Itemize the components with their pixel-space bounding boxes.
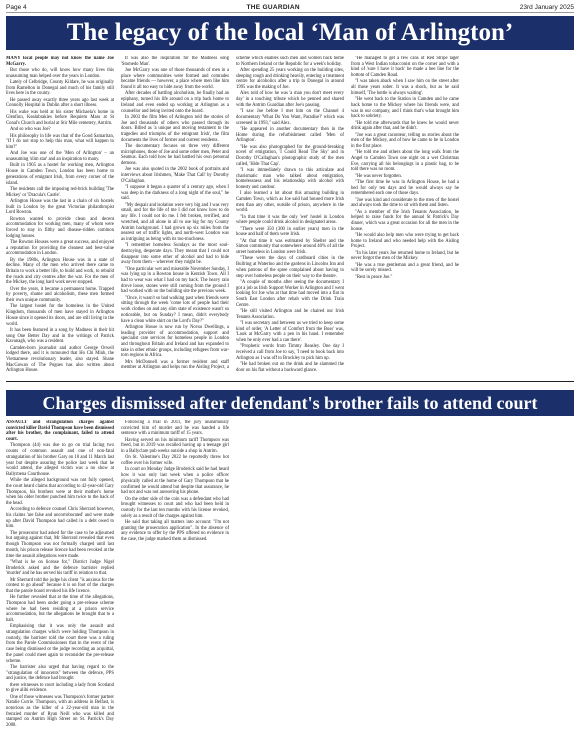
feature-article	[6, 56, 574, 381]
article-paragraph: Following a trial in 2011, the jury unanimously convicted him of murder and he was handed a life sentence with a minimum tariff of 15 years.	[121, 420, 229, 437]
article-paragraph: "He would also help men who were trying to get back home to Ireland and who needed help with the Aisling Project.	[351, 233, 459, 250]
article-paragraph: After spending 25 years working on the building sites, sleeping rough and drinking heavily, entering a treatment centre for alcoholics after a trip to Donegal in around 1995 was the making of Joe.	[236, 68, 344, 91]
article-paragraph: "I was immediately drawn to this articulate and charismatic man who talked about emigration, homelessness and his relationship with alcohol with honesty and candour.	[236, 167, 344, 191]
article-paragraph: "As a member of the Irish Tenants Association, he helped to raise funds for the annual St Patrick's Day dinner, which was a great occasion for all the men in the house.	[351, 209, 459, 232]
article-paragraph: His wake was held at his sister Michaela's home in Glenfinn, Kealubrakies before Requiem Mass at St Conal's Church and burial at Stir Mile cemetery, Antrim.	[6, 109, 114, 127]
article-paragraph: By the 1980s, Arlington House was in a state of decline. Many of the men who arrived there came to Britain to work a better life, to build and work, to rebuild the roads and city centres after the war. For the men of the Mickey, the long hard work never stopped.	[6, 257, 114, 286]
article-paragraph: It was also the inspiration for the Madness song 'Stomedo Man'.	[121, 56, 229, 67]
article-paragraph: "Prophetic words from Timmy Beasley. One day I received a call from Joe to say, 'I need to book back into Arlington as I was off to Brockley to pick him up.	[236, 344, 344, 361]
court-article	[6, 420, 574, 732]
article-paragraph: "I saw Joe before I met him on the Channel 4 documentary 'What Do You Want, Paradise?' which was screened in 1993," said Alex.	[236, 109, 344, 126]
article-paragraph: It has been featured in a song by Madness in their hit song One Better Day and in the writings of Patrick Kavanagh, who was a resident.	[6, 327, 114, 345]
article-paragraph: "In that time it was the only 'wet' hostel in London where people could drink alcohol in designated areas.	[236, 214, 344, 226]
article-paragraph: Joe McGarry was one of those thousands of men in a place where communities were formed and comrades became friends — however, a place where men like him found it all too easy to hide away from the world.	[121, 68, 229, 91]
article-paragraph: "He had broken out on the drink and he slammed the door on his flat without a backward glance.	[236, 362, 344, 373]
article-paragraph: Arlington House was the last in a chain of six hostels built in London by the great Victorian philanthropist Lord Rowton.	[6, 198, 114, 216]
article-paragraph: After decades of battling alcoholism, he finally had an epiphany, turned his life around on a trip back home to Ireland and even ended up working at Arlington as a counsellor and being invited onto the board.	[121, 91, 229, 114]
article-paragraph: And so who was Joe?	[10, 127, 51, 133]
article-paragraph: "He was never forgotten.	[355, 173, 402, 179]
article-paragraph: "In his later years Joe returned home to Ireland, but he never forgot the men of the Mickey.	[351, 250, 459, 262]
article-paragraph: "Rest in peace Joe."	[355, 274, 393, 280]
article-paragraph: "He still visited Arlington and he chaired our Irish Tenants Association.	[236, 308, 344, 320]
article-paragraph: "I was taken aback when I saw him on the street after all those years sober. It was a shock, but as he said himself, 'The bottle is always waiting'.	[351, 79, 459, 96]
article-paragraph: In 2003 the film Men of Arlington told the stories of Joe and thousands of others who passed through its doors. Billed as 'a unique and moving testament to the tragedies and triumphs of the emigrant Irish', the film documents the lives of former and current residents.	[121, 114, 229, 143]
article-paragraph: Arlington House is now run by Novus Dwellings, a leading provider of accommodation, support and specialist care services for homeless people in London and throughout Britain and Ireland and has expanded to take in other ethnic groups, including refugees from war-torn regions in Africa.	[121, 324, 229, 359]
article-paragraph: "One particular wet and miserable November Sunday, I was lying up in a Rowton house in Kentish Town. All I had to wear was what I had on my back. The heavy rain drove loose, stones were still coming from the ground I had worked with on the building site the previous week.	[121, 266, 229, 295]
feature-headline: The legacy of the local ‘Man of Arlington’	[6, 16, 574, 50]
article-paragraph: His philosophy in life was that of the Good Samaritan, "If I do not stop to help this man, what will happen to him?"	[6, 133, 114, 151]
article-paragraph: "At that time it was estimated by Shelter and the Simon community that somewhere around 40% of all the street homeless in London were Irish.	[236, 238, 344, 256]
article-paragraph: The residents call the imposing red-brick building 'The Mickey' or 'Dracula's Castle'.	[6, 186, 114, 198]
article-paragraph: Alex told of how he was 'a man you don't meet every day' in a touching tribute which he penned and shared with the Antrim Guardian after Joe's passing.	[236, 91, 344, 108]
article-paragraph: Mr Sherrard told the judge his client "is anxious for the contest to go ahead" because it is on foot of the charges that the parole board revoked his life licence.	[6, 577, 114, 594]
article-paragraph: But those who do, will know how many lives this unassuming man helped over the years in London.	[6, 68, 114, 79]
article-paragraph: He passed away exactly three years ago last week at Connolly Hospital in Dublin after a short illness.	[6, 97, 114, 109]
article-paragraph: "There were 350 (300 in earlier years) men in the house and half of them were Irish.	[236, 226, 344, 238]
issue-date: 23rd January 2025	[519, 3, 574, 11]
article-paragraph: He further revealed that at the time of the allegations, Thompson had been under going a pre-release scheme where he had been residing at a prison service accommodation, but the allegations he brought that to a halt.	[6, 595, 114, 624]
article-paragraph: there witnesses to court including a lady from Scotland to give alibi evidence.	[6, 682, 114, 694]
page-header	[6, 2, 574, 13]
article-paragraph: "My despair and isolation were very big and I was very small, and for the life of me I did not know how to do any life. I could not do me. I felt broken, terrified, and wretched, and all alone in all to use big for my County Antrim background. I had grown up six miles from the nearest set of traffic lights, and north-west London was as intriguing as being with its too-muchness.	[121, 202, 229, 242]
article-paragraph: I also learned a lot about this amazing building in Camden Town, which as Joe said had housed more Irish men than any other, outside of prison, anywhere in the world.	[236, 191, 344, 214]
article-paragraph: Rowton wanted to provide clean and decent accommodation for working men, many of whom were forced to stay in filthy and disease-ridden common lodging houses.	[6, 216, 114, 239]
article-paragraph: The prosecutor had asked for the case to be adjourned but arguing against that, Mr Sherrard revealed that even though Thompson was not formally charged until last month, his prison release licence had been revoked at the time the assault allegations were made.	[6, 530, 114, 559]
article-paragraph: The barrister also urged that having regard to the "strangulation of innocents" between the defence, PPS and justice, the defence had brought	[6, 664, 114, 682]
section-divider	[6, 381, 574, 382]
article-paragraph: He said that taking all matters into account: "I'm not granting the prosecution application". In the absence of any evidence to offer by the PPS offered no evidence in the case, the judge marked them as dismissed.	[121, 519, 229, 543]
article-paragraph: "He was a true gentleman and a great friend, and he will be sorely missed.	[351, 262, 459, 274]
article-paragraph: Over the years, it became a permanent home. Trapped by poverty, shame and alcoholism, these men formed their own unique community.	[6, 286, 114, 304]
article-paragraph: "I suppose it began a quarter of a century ago, when I was deep in the darkness of a long night of the soul," he said.	[121, 185, 229, 202]
article-paragraph: "He managed to get a few cans of Red Stripe lager from a West Indian tobacconist on the corner and with a kind of 'sure I have it back' he made a bee line for the bottom of Camden Road.	[351, 56, 459, 79]
article-paragraph: On the other side of the coin was a defendant who had brought witnesses to court and who had been held in custody for the last ten months with his license revoked, solely as a result of the charges against him.	[121, 496, 229, 519]
court-headline: Charges dismissed after defendant's brother fails to attend court	[6, 390, 574, 416]
article-paragraph: "He told me afterwards that he knew he would never drink again after that, and he didn't.	[351, 120, 459, 132]
article-paragraph: Camden-born journalist and author George Orwell lodged there, and it is rumoured that Ho Chi Minh, the Vietnamese revolutionary leader, also stayed. Shane MacGowan of The Pogues has also written about Arlington House.	[6, 345, 114, 374]
article-paragraph: Mrs McDonnell was a former resident and staff member at Arlington and helps run the Aisling Project, a scheme which enables such men and women back home to Northern Ireland or the Republic for a week's holiday.	[121, 56, 344, 371]
article-paragraph: The documentary focuses on three very different microphones, those of Joe and some other men, Peter and Seamus. Each told how he had battled his own personal demons.	[121, 143, 229, 167]
court-lead: ASSAULT and strangulation charges against convicted killer David Thompson have been dismissed after his brother, the complainant, failed to attend court.	[6, 420, 114, 443]
court-body	[6, 420, 229, 732]
article-paragraph: "The first time he was in Arlington House, he had a bed for only ten days and he would always say he remembered each one of those days.	[351, 179, 459, 197]
article-paragraph: Thompson (44) was due to go on trial facing two counts of common assault and one of non-fatal strangulation of his brother Gary on 10 and 11 March last year but despite assuring the police last week that he would attend, the alleged victim was a no show at Ballymena Courthouse.	[6, 443, 114, 477]
article-paragraph: "A couple of months after seeing the documentary I got a job as Irish Support Worker in Arlington and I went looking for Joe who at that time had moved into a flat in South East London after rehab with the Drink Train Centre.	[236, 279, 344, 308]
article-paragraph: The largest hostel for the homeless in the United Kingdom, thousands of men have stayed in Arlington House since it opened its doors, and are still living in the world.	[6, 304, 114, 327]
masthead: THE GUARDIAN	[246, 3, 300, 11]
article-paragraph: On St. Valentine's Day 2022 he reportedly threw hot coffee over his former wife.	[121, 455, 229, 467]
article-paragraph: "What is he on license for," District Judge Nigel Broderick asked and the defence barrister replied 'murder' and he has served his tariff in relation to that.	[6, 559, 114, 577]
article-paragraph: The Rowton Houses were a great success, and enjoyed a reputation for providing the cleanest and best-value accommodation in London.	[6, 239, 114, 257]
article-paragraph: In court on Monday Judge Broderick said he had heard how it was only last week when a police officer physically called at the home of Gary Thompson that he confirmed he would attend but despite that assurance, he had not and was not answering his phone.	[121, 467, 229, 496]
article-paragraph: "I was secretary and between us we tried to keep some kind of order, 'A Letter of Comfort from the Boss' was, 'Look at McGarry with a pen in his hand. I remember when he only ever had a can there'.	[236, 320, 344, 344]
article-paragraph: "Joe was a great raconteur, telling us stories about the men of the Mickey, and of how he came to be in London in the first place.	[351, 132, 459, 149]
article-paragraph: Built in 1905 as a hostel for working men, Arlington House in Camden Town, London has been home to generations of emigrant Irish, from every corner of the island.	[6, 163, 114, 186]
article-paragraph: "Joe was kind and considerate to the men of the hostel and always took the time to sit with them and listen.	[351, 197, 459, 209]
article-paragraph: "He told me and others about the long walk from the Angel to Camden Town one night on a wet Christmas Eve, carrying all his belongings in a plastic bag, to be told there was no room.	[351, 150, 459, 173]
article-paragraph: Emphasising that it was only the assault and strangulation charges which were holding Thompson in custody, the barrister told the court there was a ruling from the Parole Commissioners that in the event of the case being dismissed or the judge recording an acquittal, the panel could meet again to reconsider the pre-release scheme.	[6, 624, 114, 664]
article-paragraph: "I remember homeless Sundays as the most soul-destroying, desperate days. They meant that I could not disappear into some other of alcohol and had to hide away from them – wherever they might be.	[121, 243, 229, 266]
article-paragraph: Lately of Celbridge, County Kildare, he was originally from Ramelton in Donegal and much of his family still lives here in the county.	[6, 80, 114, 97]
article-paragraph: "These were the days of cardboard cities in the Bullring at Waterloo and the gardens in Lincolns Inn and when patrons of the spree complained about having to step over homeless people on their way to the theatre.	[236, 256, 344, 279]
article-paragraph: While the alleged background was not fully opened, the court heard claims that according to 42-year-old Gary Thompson, his brothers were at their mother's home when his older brother punched him twice to the back of the head.	[6, 478, 114, 507]
article-paragraph: Having served on his minimum tariff Thompson was freed, but in 2019 was recalled having up a teenage girl in a Ballyclare pub weeks outside a shop in Antrim.	[121, 437, 229, 455]
article-paragraph: "He went back to the Station in Camden and he came back home to the Mickey where his friends were, and was in our company, and I think that's what brought him back to sobriety.	[351, 97, 459, 120]
article-paragraph: "He was also photographed for the ground-breaking novel of emigration, 'I Could Read The Sky' and in Dorothy O'Callaghan's photographic study of the men called, 'Hide That Cap'.	[236, 144, 344, 167]
article-paragraph: "Once, it wasn't so bad walking past when friends were sitting through the week 'come lots of people had their work clothes on and any slim state of existence wasn't so noticeable, but on Sunday? I mean, didn't everybody have a clean white shirt on the Lord's Day?"	[121, 295, 229, 324]
article-paragraph: One of those witnesses was Thompson's former partner Natalie Currie. Thompson, with an address in Belfast, is notorious as the killer of a 22-year-old man in the frenzied murder of Ryan Neill who was killed and stamped on Antrim High Street on St. Patrick's Day 2008.	[6, 694, 114, 729]
article-paragraph: According to defence counsel Chris Sherrard however, his claims 'are false and uncorroborated' and were made up after David Thompson had called in a debt owed to him.	[6, 507, 114, 530]
page-number: Page 4	[6, 3, 27, 11]
article-paragraph: "He appeared in another documentary then in the Home during the refurbishment called 'Men of Arlington'.	[236, 126, 344, 144]
article-paragraph: And Joe was one of the 'Men of Arlington' – an unassuming 'slim star' and an inspiration to many.	[6, 151, 114, 163]
feature-lead: MANY local people may not know the name Joe McGarry.	[6, 56, 114, 67]
feature-body	[6, 56, 459, 381]
article-paragraph: Joe was also quoted in the 2002 book of portraits and interviews about Irishmen, 'Make That Call' by Dorothy O'Callaghan.	[121, 167, 229, 184]
